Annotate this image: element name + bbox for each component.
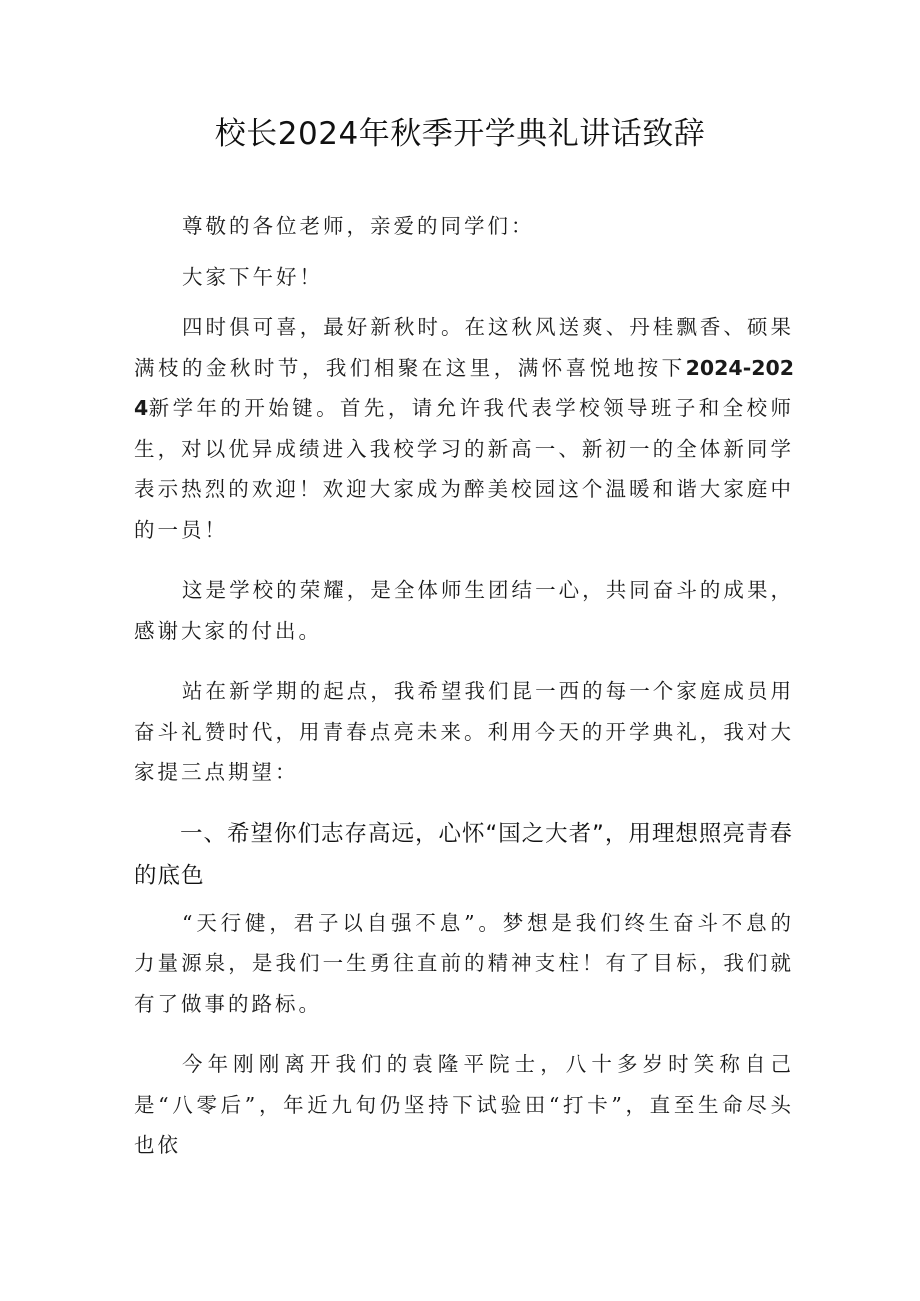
paragraph-thanks: 这是学校的荣耀，是全体师生团结一心，共同奋斗的成果，感谢大家的付出。 <box>134 578 794 643</box>
document-title: 校长2024年秋季开学典礼讲话致辞 <box>214 116 706 152</box>
paragraph-yuan-longping: 今年刚刚离开我们的袁隆平院士，八十多岁时笑称自己是“八零后”，年近九旬仍坚持下试验田“打卡”，直至生命尽头也依 <box>134 1052 794 1157</box>
salutation: 尊敬的各位老师，亲爱的同学们： <box>182 214 535 238</box>
academic-year: 2024-2024 <box>134 355 794 420</box>
paragraph-dream: “天行健，君子以自强不息”。梦想是我们终生奋斗不息的力量源泉，是我们一生勇往直前的精神支柱！有了目标，我们就有了做事的路标。 <box>134 910 794 1016</box>
greeting: 大家下午好！ <box>182 264 323 289</box>
paragraph-opening <box>134 307 794 550</box>
document-body <box>134 206 794 1166</box>
paragraph-expectations: 站在新学期的起点，我希望我们昆一西的每一个家庭成员用奋斗礼赞时代，用青春点亮未来。利用今天的开学典礼，我对大家提三点期望： <box>134 679 794 784</box>
paragraph-opening-text-a: 四时俱可喜，最好新秋时。在这秋风送爽、丹桂飘香、硕果满枝的金秋时节，我们相聚在这里，满怀喜悦地按下 <box>134 315 794 380</box>
paragraph-opening-text-b: 新学年的开始键。首先，请允许我代表学校领导班子和全校师生，对以优异成绩进入我校学习的新高一、新初一的全体新同学表示热烈的欢迎！欢迎大家成为醉美校园这个温暖和谐大家庭中的一员！ <box>134 396 794 542</box>
section-heading-1: 一、希望你们志存高远，心怀“国之大者”，用理想照亮青春的底色 <box>134 820 793 889</box>
